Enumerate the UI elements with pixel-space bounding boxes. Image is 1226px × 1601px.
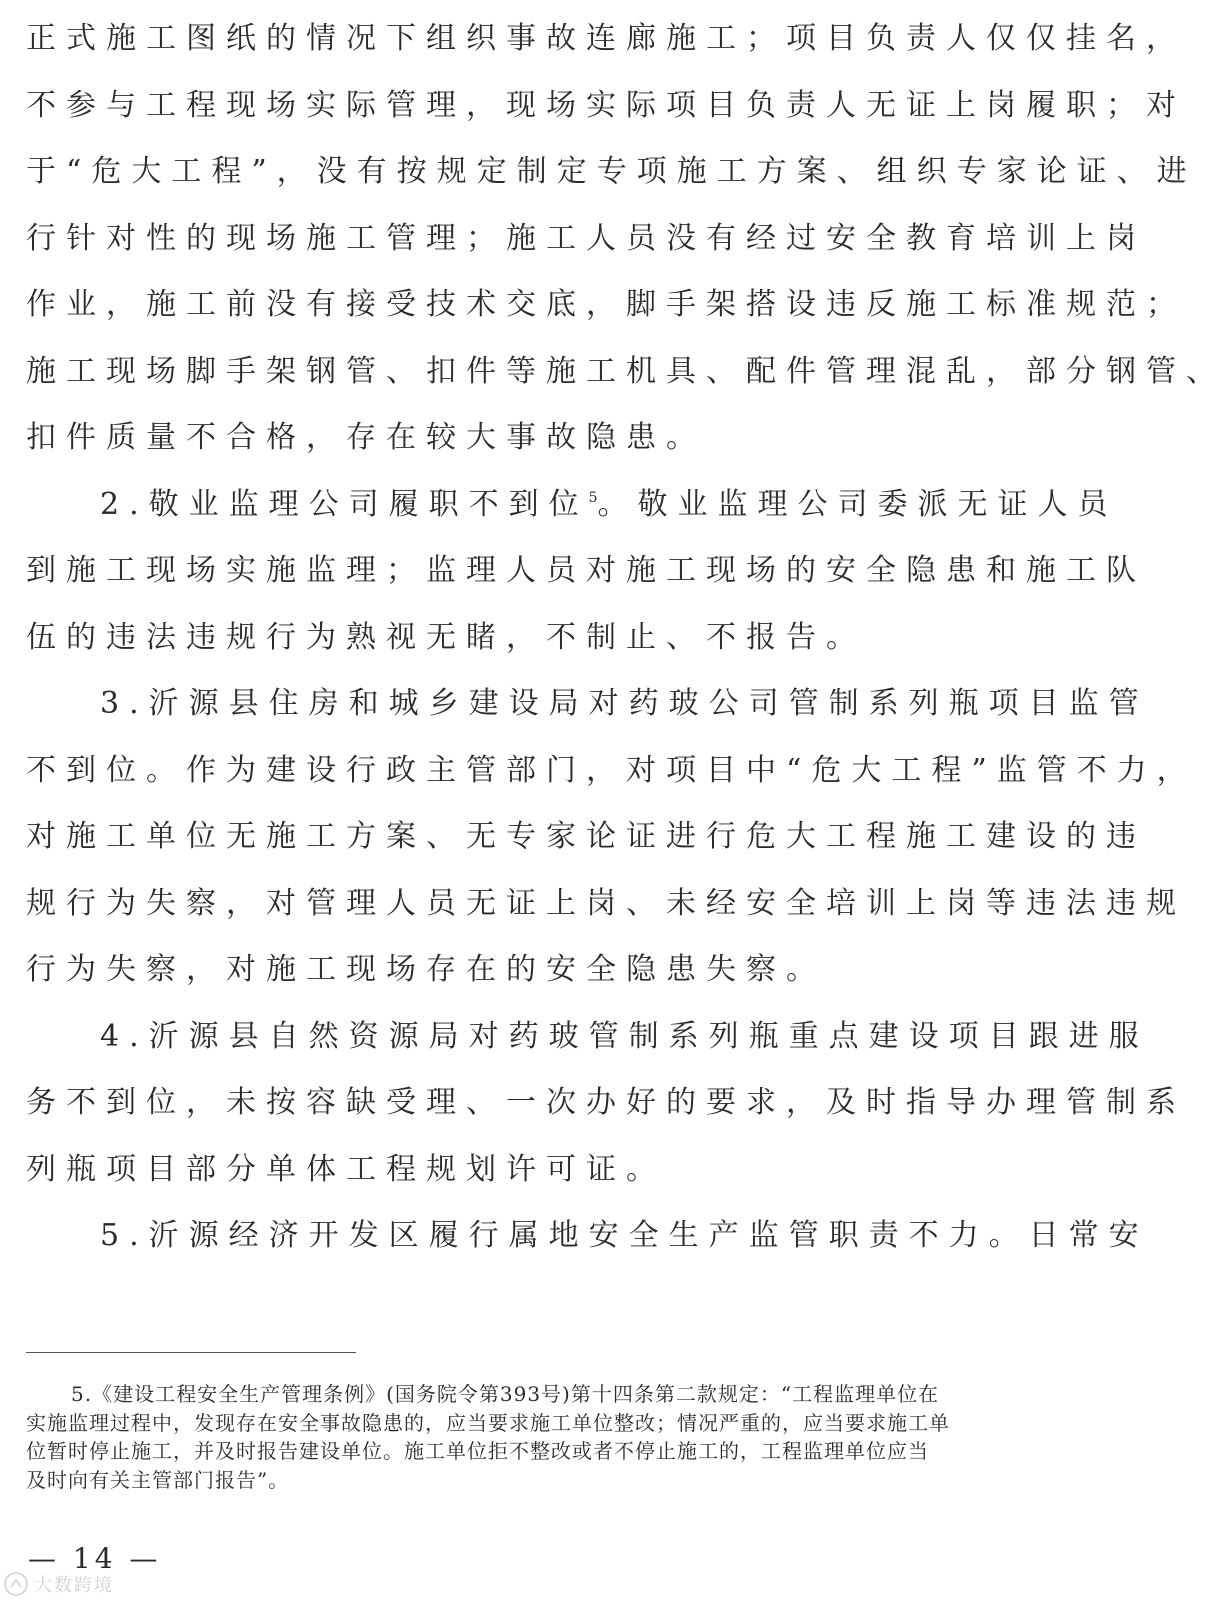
footnote-line: 实施监理过程中，发现存在安全事故隐患的，应当要求施工单位整改；情况严重的，应当要求施工单 — [26, 1410, 950, 1435]
body-line: 作业，施工前没有接受技术交底，脚手架搭设违反施工标准规范； — [26, 287, 1186, 322]
body-line: 伍的违法违规行为熟视无睹，不制止、不报告。 — [26, 619, 866, 655]
paragraph-2-rest: 。敬业监理公司委派无证人员 — [597, 486, 1118, 522]
body-line: 列瓶项目部分单体工程规划许可证。 — [26, 1151, 666, 1187]
body-line: 扣件质量不合格，存在较大事故隐患。 — [26, 420, 706, 455]
footnote-divider — [26, 1352, 356, 1353]
footnote-reference: 5 — [588, 489, 598, 506]
paragraph-5-first-line: 5.沂源经济开发区履行属地安全生产监管职责不力。日常安 — [100, 1218, 1149, 1253]
footnote-line: 位暂时停止施工，并及时报告建设单位。施工单位拒不整改或者不停止施工的，工程监理单位应当 — [26, 1439, 929, 1463]
body-line: 务不到位，未按容缺受理、一次办好的要求，及时指导办理管制系 — [26, 1085, 1186, 1120]
paragraph-3-first-line: 3.沂源县住房和城乡建设局对药玻公司管制系列瓶项目监管 — [100, 686, 1149, 721]
footnote-line: 5.《建设工程安全生产管理条例》(国务院令第393号)第十四条第二款规定：“工程监理单位在 — [71, 1382, 940, 1406]
body-line: 正式施工图纸的情况下组织事故连廊施工；项目负责人仅仅挂名， — [26, 21, 1186, 56]
body-line: 施工现场脚手架钢管、扣件等施工机具、配件管理混乱，部分钢管、 — [26, 353, 1226, 389]
body-line: 规行为失察，对管理人员无证上岗、未经安全培训上岗等违法违规 — [26, 885, 1186, 921]
logo-icon — [4, 1572, 28, 1596]
watermark — [4, 1570, 114, 1598]
body-line: 行针对性的现场施工管理；施工人员没有经过安全教育培训上岗 — [26, 220, 1146, 256]
footnote-line: 及时向有关主管部门报告”。 — [26, 1467, 290, 1492]
body-line: 不到位。作为建设行政主管部门，对项目中“危大工程”监管不力， — [26, 752, 1197, 788]
paragraph-2-lead: 2.敬业监理公司履职不到位 — [100, 486, 589, 522]
body-line: 于“危大工程”，没有按规定制定专项施工方案、组织专家论证、进 — [26, 154, 1197, 189]
paragraph-4-first-line: 4.沂源县自然资源局对药玻管制系列瓶重点建设项目跟进服 — [100, 1018, 1149, 1054]
document-body — [26, 6, 1226, 1270]
body-line: 不参与工程现场实际管理，现场实际项目负责人无证上岗履职；对 — [26, 87, 1186, 123]
body-line: 对施工单位无施工方案、无专家论证进行危大工程施工建设的违 — [26, 819, 1146, 854]
body-line: 到施工现场实施监理；监理人员对施工现场的安全隐患和施工队 — [26, 553, 1146, 588]
body-line: 行为失察，对施工现场存在的安全隐患失察。 — [26, 952, 826, 987]
footnote — [26, 1380, 1036, 1494]
watermark-text: 大数跨境 — [34, 1575, 114, 1596]
page-number: — 14 — — [28, 1542, 162, 1575]
paragraph-2-first-line — [26, 472, 1118, 539]
